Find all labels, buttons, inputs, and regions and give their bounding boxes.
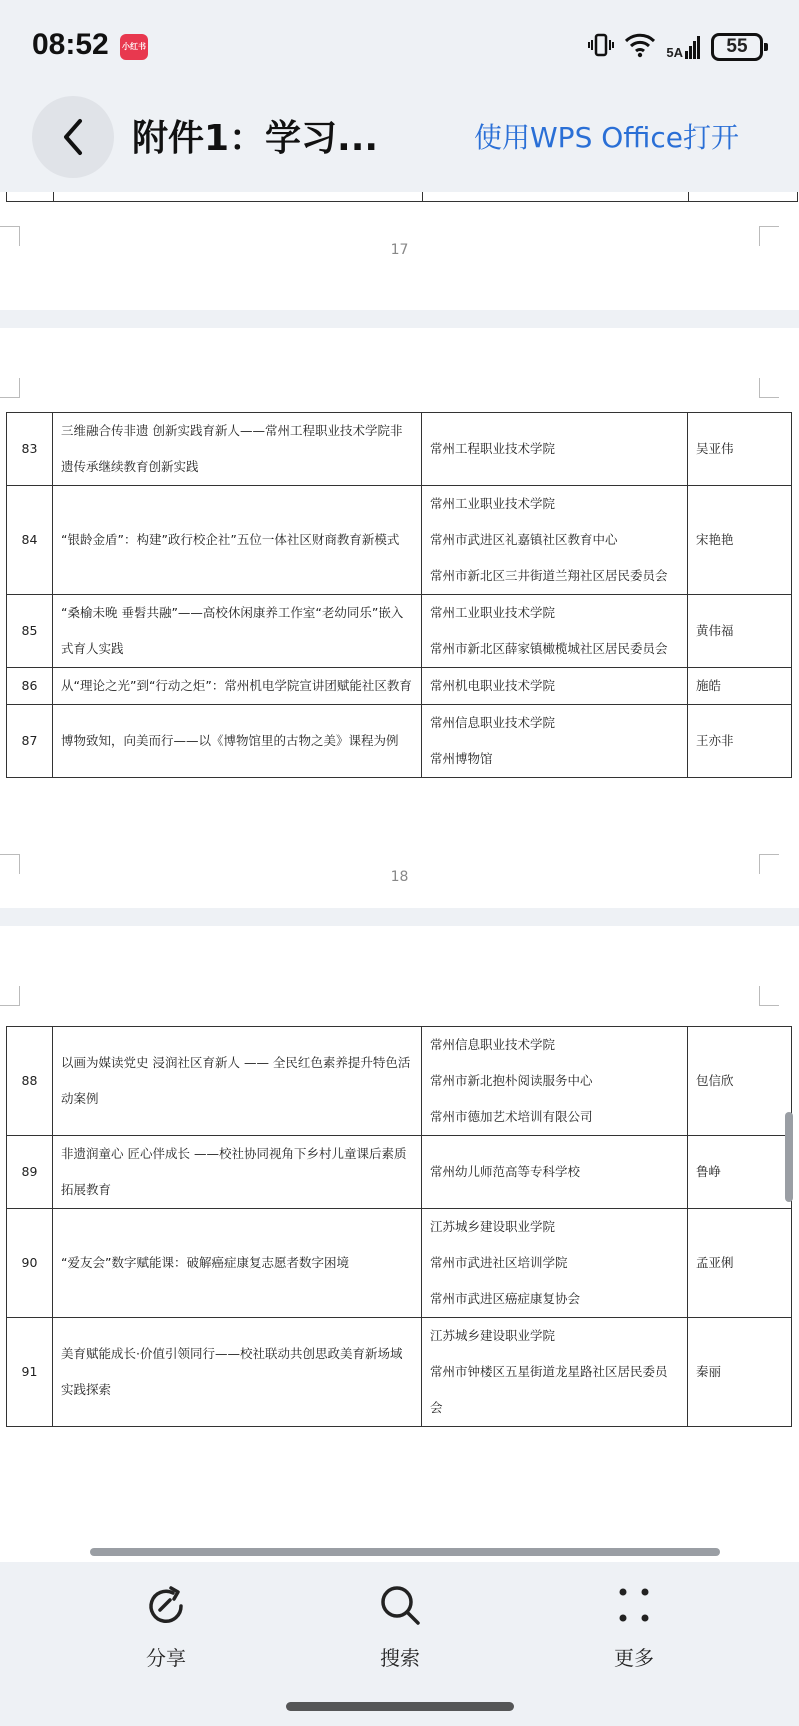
row-number: 84 — [7, 486, 53, 595]
open-with-wps-link[interactable]: 使用WPS Office打开 — [474, 121, 739, 154]
case-title: “爱友会”数字赋能课：破解癌症康复志愿者数字困境 — [53, 1209, 422, 1318]
organizations-cell — [422, 1027, 688, 1136]
search-label: 搜索 — [380, 1646, 420, 1670]
organizations-cell — [422, 1318, 688, 1427]
organization-name: 江苏城乡建设职业学院 — [430, 1328, 556, 1343]
case-title: 三维融合传非遗 创新实践育新人——常州工程职业技术学院非遗传承继续教育创新实践 — [53, 413, 422, 486]
table-row — [7, 668, 792, 705]
table-row — [7, 486, 792, 595]
contact-person: 鲁峥 — [688, 1136, 792, 1209]
back-button[interactable] — [32, 96, 114, 178]
search-button[interactable] — [340, 1582, 460, 1671]
row-number: 86 — [7, 668, 53, 705]
page-number: 18 — [390, 869, 409, 885]
row-number: 85 — [7, 595, 53, 668]
home-indicator[interactable] — [286, 1702, 514, 1711]
organization-name: 江苏城乡建设职业学院 — [430, 1219, 556, 1234]
status-icons — [588, 30, 763, 64]
case-title: 博物致知，向美而行——以《博物馆里的古物之美》课程为例 — [53, 705, 422, 778]
organization-name: 常州工程职业技术学院 — [430, 441, 556, 456]
organization-name: 常州市德加艺术培训有限公司 — [430, 1109, 593, 1124]
organization-name: 常州机电职业技术学院 — [430, 678, 556, 693]
wifi-icon — [624, 32, 656, 62]
table-row — [7, 413, 792, 486]
cases-table — [6, 1026, 792, 1427]
organization-name: 常州信息职业技术学院 — [430, 715, 556, 730]
cellular-signal-icon — [666, 35, 701, 59]
organizations-cell — [422, 595, 688, 668]
document-header — [0, 92, 799, 192]
case-title: “桑榆未晚 垂髫共融”——高校休闲康养工作室“老幼同乐”嵌入式育人实践 — [53, 595, 422, 668]
table-row — [7, 595, 792, 668]
table-row — [7, 1027, 792, 1136]
table-row — [7, 705, 792, 778]
share-label: 分享 — [146, 1646, 186, 1670]
horizontal-scrollbar[interactable] — [90, 1548, 720, 1556]
chevron-left-icon — [58, 117, 88, 157]
organization-name: 常州市武进社区培训学院 — [430, 1255, 568, 1270]
organization-name: 常州市钟楼区五星街道龙星路社区居民委员会 — [430, 1364, 668, 1415]
status-bar — [0, 0, 799, 92]
case-title: 美育赋能成长·价值引领同行——校社联动共创思政美育新场域实践探索 — [53, 1318, 422, 1427]
organizations-cell — [422, 668, 688, 705]
row-number: 91 — [7, 1318, 53, 1427]
share-icon — [143, 1582, 189, 1628]
organizations-cell — [422, 705, 688, 778]
organization-name: 常州工业职业技术学院 — [430, 605, 556, 620]
bottom-toolbar — [0, 1562, 799, 1726]
organizations-cell — [422, 1136, 688, 1209]
case-title: 从“理论之光”到“行动之炬”：常州机电学院宣讲团赋能社区教育 — [53, 668, 422, 705]
contact-person: 秦丽 — [688, 1318, 792, 1427]
network-type-label: 5A — [666, 45, 683, 60]
search-icon — [377, 1582, 423, 1628]
row-number: 83 — [7, 413, 53, 486]
table-row — [7, 1318, 792, 1427]
contact-person: 孟亚俐 — [688, 1209, 792, 1318]
more-dots-icon — [611, 1582, 657, 1628]
organization-name: 常州市新北抱朴阅读服务中心 — [430, 1073, 593, 1088]
organization-name: 常州幼儿师范高等专科学校 — [430, 1164, 581, 1179]
document-page — [0, 926, 799, 1562]
vertical-scrollbar[interactable] — [785, 1112, 793, 1202]
battery-indicator: 55 — [711, 33, 763, 61]
cases-table — [6, 412, 792, 778]
organizations-cell — [422, 1209, 688, 1318]
table-row — [7, 1136, 792, 1209]
organization-name: 常州市新北区三井街道兰翔社区居民委员会 — [430, 568, 668, 583]
row-number: 87 — [7, 705, 53, 778]
status-time: 08:52 — [32, 28, 109, 61]
contact-person: 包信欣 — [688, 1027, 792, 1136]
organization-name: 常州市武进区癌症康复协会 — [430, 1291, 581, 1306]
organizations-cell — [422, 486, 688, 595]
document-title: 附件1：学习... — [132, 118, 379, 159]
organization-name: 常州工业职业技术学院 — [430, 496, 556, 511]
table-fragment — [6, 192, 798, 202]
row-number: 88 — [7, 1027, 53, 1136]
document-viewer[interactable] — [0, 192, 799, 1562]
contact-person: 黄伟福 — [688, 595, 792, 668]
share-button[interactable] — [106, 1582, 226, 1671]
row-number: 90 — [7, 1209, 53, 1318]
document-page — [0, 192, 799, 310]
case-title: 以画为媒读党史 浸润社区育新人 —— 全民红色素养提升特色活动案例 — [53, 1027, 422, 1136]
contact-person: 吴亚伟 — [688, 413, 792, 486]
contact-person: 宋艳艳 — [688, 486, 792, 595]
organization-name: 常州博物馆 — [430, 751, 493, 766]
xiaohongshu-app-icon: 小红书 — [120, 34, 148, 60]
case-title: 非遗润童心 匠心伴成长 ——校社协同视角下乡村儿童课后素质拓展教育 — [53, 1136, 422, 1209]
more-label: 更多 — [614, 1646, 654, 1670]
row-number: 89 — [7, 1136, 53, 1209]
organization-name: 常州市武进区礼嘉镇社区教育中心 — [430, 532, 618, 547]
document-page — [0, 328, 799, 908]
case-title: “银龄金盾”：构建”政行校企社”五位一体社区财商教育新模式 — [53, 486, 422, 595]
vibrate-icon — [588, 32, 614, 62]
contact-person: 王亦非 — [688, 705, 792, 778]
page-number: 17 — [390, 242, 409, 258]
organization-name: 常州市新北区薛家镇橄榄城社区居民委员会 — [430, 641, 668, 656]
organization-name: 常州信息职业技术学院 — [430, 1037, 556, 1052]
more-button[interactable] — [574, 1582, 694, 1671]
organizations-cell — [422, 413, 688, 486]
contact-person: 施皓 — [688, 668, 792, 705]
table-row — [7, 1209, 792, 1318]
